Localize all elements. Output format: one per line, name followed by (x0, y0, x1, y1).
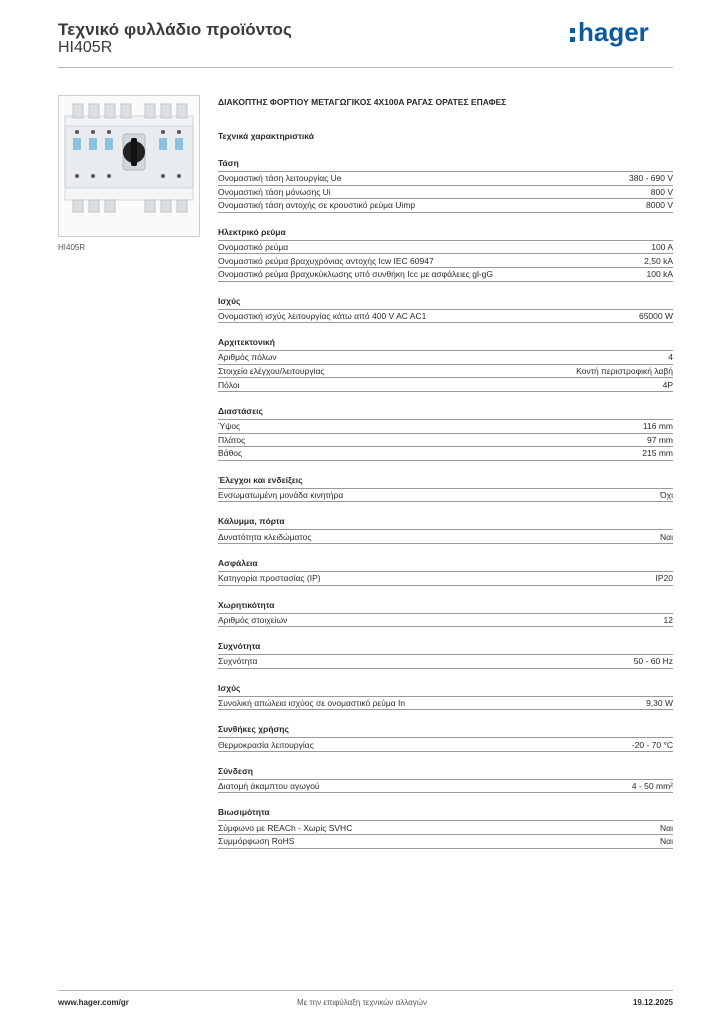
section-title: Βιωσιμότητα (218, 807, 270, 818)
image-caption: HI405R (58, 243, 86, 252)
spec-value: Κοντή περιστροφική λαβή (576, 366, 673, 377)
spec-rows (218, 488, 673, 503)
spec-row (218, 253, 673, 267)
section-title: Αρχιτεκτονική (218, 337, 275, 348)
spec-value: 800 V (650, 186, 673, 197)
spec-row (218, 267, 673, 282)
spec-label: Πόλοι (218, 379, 240, 390)
spec-row (218, 185, 673, 199)
spec-label: Συμμόρφωση RoHS (218, 836, 295, 847)
spec-label: Θερμοκρασία λειτουργίας (218, 739, 314, 750)
section-title: Κάλυμμα, πόρτα (218, 516, 285, 527)
section-title: Ασφάλεια (218, 557, 258, 568)
spec-label: Αριθμός πόλων (218, 352, 277, 363)
svg-text:hager: hager (578, 17, 649, 47)
spec-rows (218, 696, 673, 711)
spec-label: Σύμφωνο με REACh - Χωρίς SVHC (218, 822, 353, 833)
header-divider (58, 67, 673, 68)
spec-value: 4 - 50 mm² (631, 781, 673, 792)
spec-row (218, 364, 673, 378)
spec-rows (218, 779, 673, 794)
spec-section (218, 765, 673, 794)
spec-label: Ονομαστικό ρεύμα βραχυχρόνιας αντοχής Icw IEC 60947 (218, 255, 434, 266)
spec-row (218, 696, 673, 711)
spec-value: 100 kA (646, 269, 673, 280)
section-title: Ισχύς (218, 682, 241, 693)
spec-value: 50 - 60 Hz (633, 656, 673, 667)
spec-rows (218, 171, 673, 213)
spec-rows (218, 820, 673, 848)
spec-label: Ονομαστικό ρεύμα (218, 242, 289, 253)
spec-value: 4 (668, 352, 673, 363)
spec-label: Ονομαστική τάση μόνωσης Ui (218, 186, 331, 197)
footer-note: Με την επιφύλαξη τεχνικών αλλαγών (297, 998, 427, 1007)
spec-value: 215 mm (642, 448, 673, 459)
spec-rows (218, 350, 673, 392)
spec-label: Συχνότητα (218, 656, 258, 667)
spec-value: 2,50 kA (644, 255, 673, 266)
spec-label: Ονομαστική τάση λειτουργίας Ue (218, 173, 342, 184)
spec-value: 116 mm (642, 421, 673, 432)
spec-row (218, 488, 673, 503)
spec-sections (218, 157, 673, 849)
spec-section (218, 295, 673, 324)
spec-label: Ύψος (218, 421, 241, 432)
spec-value: Ναι (660, 822, 673, 833)
spec-value: 4P (662, 379, 673, 390)
section-title: Συχνότητα (218, 641, 261, 652)
spec-section (218, 723, 673, 752)
spec-value: Όχι (660, 490, 673, 501)
hager-logo (568, 16, 672, 48)
spec-section (218, 474, 673, 503)
spec-value: -20 - 70 °C (631, 739, 673, 750)
spec-row (218, 737, 673, 752)
spec-row (218, 377, 673, 392)
spec-row (218, 309, 673, 324)
spec-rows (218, 529, 673, 544)
section-title: Ηλεκτρικό ρεύμα (218, 226, 286, 237)
spec-label: Ονομαστική ισχύς λειτουργίας κάτω από 400 V AC AC1 (218, 310, 427, 321)
spec-rows (218, 571, 673, 586)
spec-row (218, 350, 673, 364)
spec-value: 9,30 W (646, 697, 673, 708)
spec-value: 97 mm (647, 434, 673, 445)
spec-label: Ονομαστικό ρεύμα βραχυκύκλωσης υπό συνθήκη Icc με ασφάλειες gl-gG (218, 269, 494, 280)
spec-section (218, 226, 673, 282)
spec-rows (218, 613, 673, 628)
spec-row (218, 779, 673, 794)
section-title: Τάση (218, 158, 239, 168)
footer-url[interactable]: www.hager.com/gr (58, 998, 129, 1007)
section-title: Ισχύς (218, 295, 241, 306)
spec-rows (218, 240, 673, 282)
section-title: Χωρητικότητα (218, 599, 275, 610)
spec-label: Διατομή άκαμπτου αγωγού (218, 781, 320, 792)
spec-section (218, 157, 673, 213)
spec-value: 100 A (651, 242, 673, 253)
footer-divider (58, 990, 673, 991)
spec-section (218, 557, 673, 586)
spec-value: 380 - 690 V (629, 173, 673, 184)
section-title: Έλεγχοι και ενδείξεις (218, 474, 303, 485)
section-title: Σύνδεση (218, 765, 253, 776)
spec-row (218, 198, 673, 213)
spec-label: Ενσωματωμένη μονάδα κινητήρα (218, 490, 344, 501)
footer-date: 19.12.2025 (632, 998, 673, 1007)
product-code: HI405R (58, 39, 113, 56)
spec-label: Ονομαστική τάση αντοχής σε κρουστικό ρεύμα Uimp (218, 200, 416, 211)
product-image (58, 95, 200, 237)
spec-row (218, 171, 673, 185)
spec-value: 8000 V (646, 200, 673, 211)
spec-value: 65000 W (638, 310, 673, 321)
spec-label: Κατηγορία προστασίας (IP) (218, 573, 321, 584)
spec-row (218, 240, 673, 254)
switch-illustration (59, 96, 199, 236)
spec-rows (218, 654, 673, 669)
spec-row (218, 419, 673, 433)
spec-value: IP20 (655, 573, 673, 584)
spec-row (218, 529, 673, 544)
spec-content (218, 96, 673, 849)
spec-value: 12 (663, 614, 673, 625)
spec-label: Πλάτος (218, 434, 246, 445)
spec-row (218, 820, 673, 834)
spec-rows (218, 419, 673, 461)
section-title: Συνθήκες χρήσης (218, 724, 289, 735)
spec-row (218, 433, 673, 447)
spec-label: Συνολική απώλεια ισχύος σε ονομαστικό ρεύμα In (218, 697, 406, 708)
product-description: ΔΙΑΚΟΠΤΗΣ ΦΟΡΤΙΟΥ ΜΕΤΑΓΩΓΙΚΟΣ 4X100A ΡΑΓΑΣ ΟΡΑΤΕΣ ΕΠΑΦΕΣ (218, 97, 507, 107)
spec-row (218, 613, 673, 628)
spec-value: Ναι (660, 836, 673, 847)
spec-rows (218, 309, 673, 324)
spec-value: Ναι (660, 531, 673, 542)
spec-label: Στοιχείο ελέγχου/λειτουργίας (218, 366, 325, 377)
spec-row (218, 571, 673, 586)
section-title: Διαστάσεις (218, 405, 263, 416)
spec-label: Δυνατότητα κλειδώματος (218, 531, 312, 542)
spec-label: Αριθμός στοιχείων (218, 614, 288, 625)
spec-label: Βάθος (218, 448, 243, 459)
spec-section (218, 599, 673, 628)
tech-heading: Τεχνικά χαρακτηριστικά (218, 131, 314, 141)
spec-section (218, 806, 673, 848)
spec-section (218, 405, 673, 461)
spec-section (218, 515, 673, 544)
spec-section (218, 682, 673, 711)
spec-section (218, 640, 673, 669)
spec-section (218, 336, 673, 392)
document-title: Τεχνικό φυλλάδιο προϊόντος (58, 20, 292, 39)
spec-row (218, 654, 673, 669)
spec-rows (218, 737, 673, 752)
spec-row (218, 834, 673, 849)
spec-row (218, 446, 673, 461)
